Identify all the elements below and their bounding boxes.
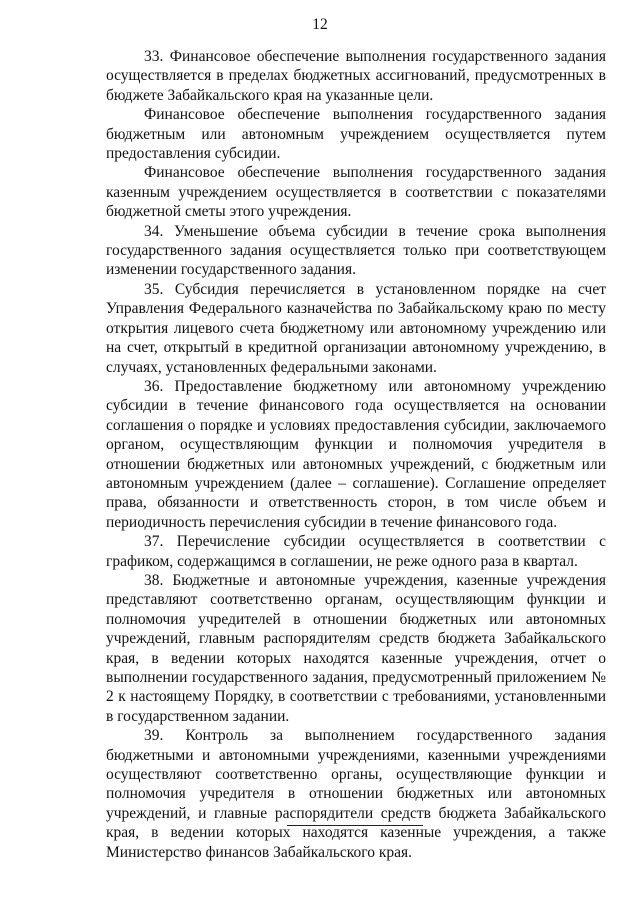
paragraph-39: 39. Контроль за выполнением государственного задания бюджетными и автономными учреждениями, казенными учреждениями осуществляют соответственно органы, осуществляющие функции и полномочия учредителя в отношении бюджетных или автономных учреждений, и главные распорядители средств бюджета Забайкальского края, в ведении которых находятся казенные учреждения, а также Министерство финансов Забайкальского края. bbox=[106, 727, 606, 861]
paragraph-34: 34. Уменьшение объема субсидии в течение срока выполнения государственного задания осуществляется только при соответствующем изменении государственного задания. bbox=[106, 222, 606, 279]
paragraph-33: 33. Финансовое обеспечение выполнения государственного задания осуществляется в пределах бюджетных ассигнований, предусмотренных в бюджете Забайкальского края на указанные цели. bbox=[106, 48, 606, 104]
paragraph-36: 36. Предоставление бюджетному или автономному учреждению субсидии в течение финансового года осуществляется на основании соглашения о порядке и условиях предоставления субсидии, заключаемого органом, осуществляющим функции и полномочия учредителя в отношении бюджетных или автономных учреждений, с бюджетным или автономным учреждением (далее – соглашение). Соглашение определяет права, обязанности и ответственность сторон, в том числе объем и периодичность перечисления субсидии в течение финансового года. bbox=[106, 377, 606, 531]
paragraph-38: 38. Бюджетные и автономные учреждения, казенные учреждения представляют соответственно органам, осуществляющим функции и полномочия учредителей в отношении бюджетных или автономных учреждений, главным распорядителям средств бюджета Забайкальского края, в ведении которых находятся казенные учреждения, отчет о выполнении государственного задания, предусмотренный приложением № 2 к настоящему Порядку, в соответствии с требованиями, установленными в государственном задании. bbox=[106, 571, 606, 725]
paragraph-33-state-institution: Финансовое обеспечение выполнения государственного задания казенным учреждением осуществляется в соответствии с показателями бюджетной сметы этого учреждения. bbox=[106, 164, 606, 221]
end-of-document-rule bbox=[287, 825, 423, 826]
paragraph-35: 35. Субсидия перечисляется в установленном порядке на счет Управления Федерального казначейства по Забайкальскому краю по месту открытия лицевого счета бюджетному или автономному учреждению или на счет, открытый в кредитной организации автономному учреждению, в случаях, установленных федеральными законами. bbox=[106, 280, 606, 376]
document-body bbox=[106, 47, 606, 862]
paragraph-33-budget-institution: Финансовое обеспечение выполнения государственного задания бюджетным или автономным учреждением осуществляется путем предоставления субсидии. bbox=[106, 106, 606, 163]
paragraph-37: 37. Перечисление субсидии осуществляется в соответствии с графиком, содержащимся в соглашении, не реже одного раза в квартал. bbox=[106, 533, 606, 570]
page-number: 12 bbox=[312, 16, 328, 33]
